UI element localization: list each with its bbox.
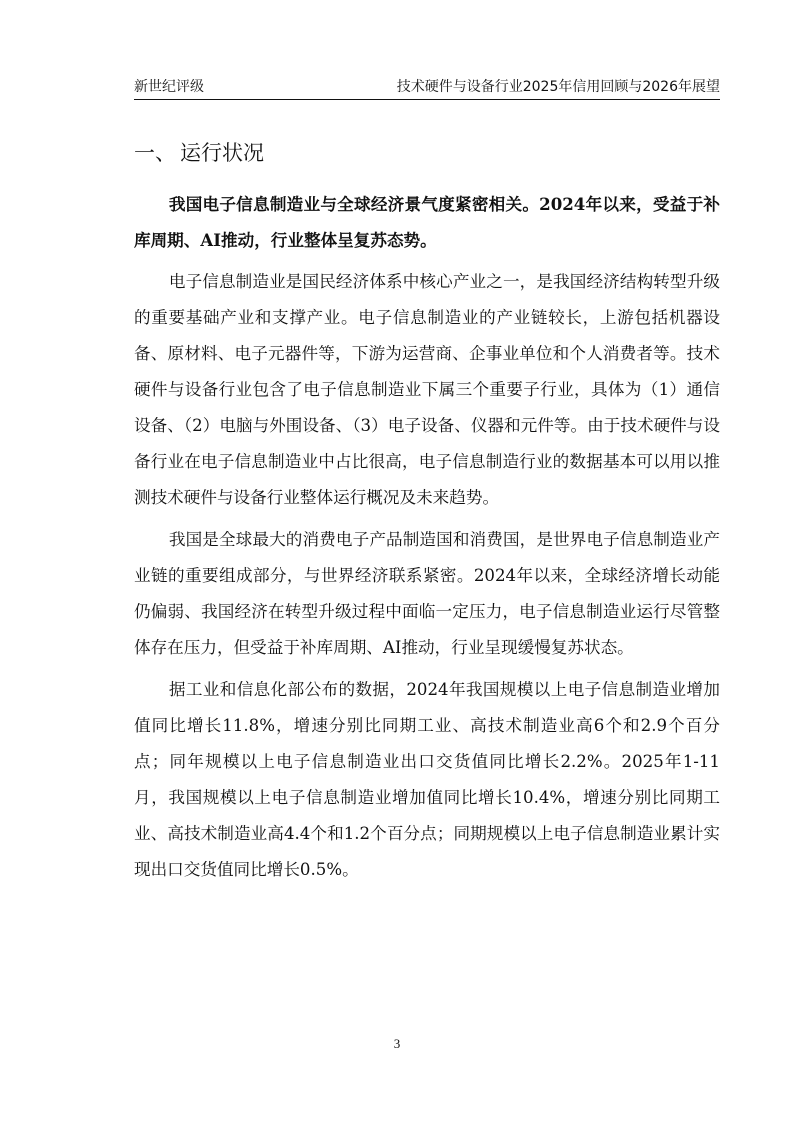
body-text	[134, 186, 720, 894]
page-number: 3	[393, 1036, 401, 1051]
paragraph-global-position: 我国是全球最大的消费电子产品制造国和消费国，是世界电子信息制造业产业链的重要组成部分，与世界经济联系紧密。2024年以来，全球经济增长动能仍偏弱、我国经济在转型升级过程中面临一定压力，电子信息制造业运行尽管整体存在压力，但受益于补库周期、AI推动，行业呈现缓慢复苏状态。	[134, 530, 720, 657]
publisher-name: 新世纪评级	[134, 79, 204, 95]
section-title: 运行状况	[180, 141, 264, 165]
section-number: 一、	[134, 141, 176, 165]
lead-paragraph: 我国电子信息制造业与全球经济景气度紧密相关。2024年以来，受益于补库周期、AI推动，行业整体呈复苏态势。	[134, 194, 720, 250]
section-heading	[134, 138, 720, 168]
header-divider	[134, 99, 720, 100]
paragraph-industry-overview: 电子信息制造业是国民经济体系中核心产业之一，是我国经济结构转型升级的重要基础产业和支撑产业。电子信息制造业的产业链较长，上游包括机器设备、原材料、电子元器件等，下游为运营商、企事业单位和个人消费者等。技术硬件与设备行业包含了电子信息制造业下属三个重要子行业，具体为（1）通信设备、（2）电脑与外围设备、（3）电子设备、仪器和元件等。由于技术硬件与设备行业在电子信息制造业中占比很高，电子信息制造行业的数据基本可以用以推测技术硬件与设备行业整体运行概况及未来趋势。	[134, 272, 720, 507]
report-title: 技术硬件与设备行业2025年信用回顾与2026年展望	[396, 79, 720, 95]
paragraph-statistics: 据工业和信息化部公布的数据，2024年我国规模以上电子信息制造业增加值同比增长11.8%，增速分别比同期工业、高技术制造业高6个和2.9个百分点；同年规模以上电子信息制造业出口交货值同比增长2.2%。2025年1-11月，我国规模以上电子信息制造业增加值同比增长10.4%，增速分别比同期工业、高技术制造业高4.4个和1.2个百分点；同期规模以上电子信息制造业累计实现出口交货值同比增长0.5%。	[134, 680, 720, 879]
page-header	[134, 76, 720, 98]
